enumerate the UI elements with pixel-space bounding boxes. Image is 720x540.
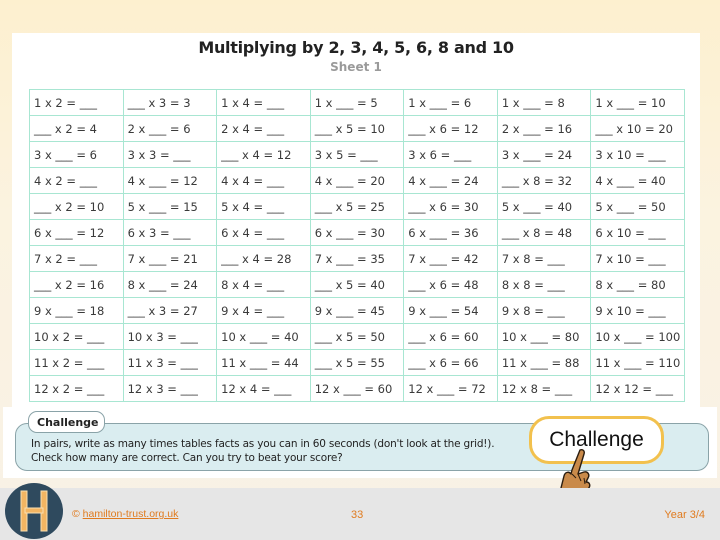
table-cell: 6 x 4 = ___ [217, 220, 311, 246]
table-cell: 12 x 4 = ___ [217, 376, 311, 402]
table-cell: 1 x 4 = ___ [217, 90, 311, 116]
challenge-tab-label: Challenge [28, 411, 105, 433]
table-cell: 6 x 3 = ___ [123, 220, 217, 246]
table-cell: 2 x ___ = 6 [123, 116, 217, 142]
table-cell: 5 x 4 = ___ [217, 194, 311, 220]
table-cell: 4 x ___ = 20 [310, 168, 404, 194]
copyright-notice [72, 508, 178, 520]
table-cell: 12 x ___ = 72 [404, 376, 498, 402]
table-cell: 7 x ___ = 21 [123, 246, 217, 272]
table-cell: 6 x ___ = 30 [310, 220, 404, 246]
challenge-line-1: In pairs, write as many times tables facts as you can in 60 seconds (don't look at the grid!). [31, 438, 495, 450]
challenge-button[interactable]: Challenge [529, 416, 664, 464]
table-cell: 4 x 4 = ___ [217, 168, 311, 194]
table-cell: 6 x 10 = ___ [591, 220, 685, 246]
table-cell: ___ x 10 = 20 [591, 116, 685, 142]
table-cell: ___ x 2 = 4 [30, 116, 124, 142]
times-table-grid [29, 89, 685, 402]
table-cell: 8 x 8 = ___ [497, 272, 591, 298]
table-cell: 3 x 6 = ___ [404, 142, 498, 168]
table-cell: 9 x 8 = ___ [497, 298, 591, 324]
table-cell: 5 x ___ = 15 [123, 194, 217, 220]
table-cell: 7 x 10 = ___ [591, 246, 685, 272]
table-cell: 3 x 10 = ___ [591, 142, 685, 168]
table-cell: 12 x 8 = ___ [497, 376, 591, 402]
table-cell: 1 x 2 = ___ [30, 90, 124, 116]
hamilton-trust-logo-icon [3, 481, 65, 540]
table-cell: ___ x 6 = 60 [404, 324, 498, 350]
table-cell: 7 x 8 = ___ [497, 246, 591, 272]
table-cell: ___ x 3 = 27 [123, 298, 217, 324]
table-row [30, 350, 685, 376]
table-cell: 10 x 3 = ___ [123, 324, 217, 350]
table-cell: 9 x 4 = ___ [217, 298, 311, 324]
table-cell: 12 x 2 = ___ [30, 376, 124, 402]
table-cell: 2 x 4 = ___ [217, 116, 311, 142]
table-cell: 11 x ___ = 44 [217, 350, 311, 376]
worksheet-title: Multiplying by 2, 3, 4, 5, 6, 8 and 10 [198, 38, 514, 57]
worksheet-subtitle: Sheet 1 [330, 60, 382, 74]
table-row [30, 142, 685, 168]
table-cell: 11 x ___ = 88 [497, 350, 591, 376]
table-cell: ___ x 5 = 50 [310, 324, 404, 350]
table-cell: 6 x ___ = 36 [404, 220, 498, 246]
table-row [30, 272, 685, 298]
table-cell: 12 x ___ = 60 [310, 376, 404, 402]
table-cell: 8 x 4 = ___ [217, 272, 311, 298]
table-row [30, 90, 685, 116]
table-cell: ___ x 2 = 16 [30, 272, 124, 298]
table-cell: 12 x 12 = ___ [591, 376, 685, 402]
table-cell: 3 x ___ = 24 [497, 142, 591, 168]
challenge-line-2: Check how many are correct. Can you try to beat your score? [31, 452, 343, 464]
table-cell: 1 x ___ = 6 [404, 90, 498, 116]
table-cell: 3 x 3 = ___ [123, 142, 217, 168]
table-cell: 5 x ___ = 40 [497, 194, 591, 220]
table-cell: 11 x 3 = ___ [123, 350, 217, 376]
table-row [30, 324, 685, 350]
table-cell: ___ x 6 = 66 [404, 350, 498, 376]
table-cell: 10 x ___ = 100 [591, 324, 685, 350]
table-cell: ___ x 6 = 48 [404, 272, 498, 298]
table-row [30, 298, 685, 324]
table-cell: ___ x 5 = 10 [310, 116, 404, 142]
table-cell: 11 x 2 = ___ [30, 350, 124, 376]
hamilton-trust-link[interactable]: hamilton-trust.org.uk [82, 508, 179, 520]
table-cell: 12 x 3 = ___ [123, 376, 217, 402]
table-cell: 5 x ___ = 50 [591, 194, 685, 220]
table-cell: 1 x ___ = 5 [310, 90, 404, 116]
table-row [30, 376, 685, 402]
table-cell: 4 x 2 = ___ [30, 168, 124, 194]
table-cell: 3 x ___ = 6 [30, 142, 124, 168]
table-cell: 9 x 10 = ___ [591, 298, 685, 324]
challenge-instructions [31, 437, 531, 465]
table-cell: 8 x ___ = 24 [123, 272, 217, 298]
table-row [30, 220, 685, 246]
table-cell: ___ x 5 = 55 [310, 350, 404, 376]
copyright-symbol: © [72, 508, 80, 520]
table-cell: 7 x ___ = 35 [310, 246, 404, 272]
table-cell: ___ x 8 = 32 [497, 168, 591, 194]
year-group-label: Year 3/4 [664, 509, 705, 521]
table-cell: 1 x ___ = 10 [591, 90, 685, 116]
table-cell: 10 x 2 = ___ [30, 324, 124, 350]
page-number: 33 [351, 509, 364, 521]
table-cell: 4 x ___ = 12 [123, 168, 217, 194]
table-cell: 9 x ___ = 18 [30, 298, 124, 324]
table-row [30, 194, 685, 220]
table-cell: 8 x ___ = 80 [591, 272, 685, 298]
table-cell: ___ x 5 = 40 [310, 272, 404, 298]
table-cell: 7 x ___ = 42 [404, 246, 498, 272]
table-row [30, 116, 685, 142]
table-cell: 10 x ___ = 80 [497, 324, 591, 350]
table-cell: 9 x ___ = 45 [310, 298, 404, 324]
table-cell: ___ x 4 = 12 [217, 142, 311, 168]
table-cell: ___ x 4 = 28 [217, 246, 311, 272]
table-cell: ___ x 3 = 3 [123, 90, 217, 116]
table-cell: ___ x 2 = 10 [30, 194, 124, 220]
table-cell: ___ x 8 = 48 [497, 220, 591, 246]
table-cell: 11 x ___ = 110 [591, 350, 685, 376]
table-cell: 6 x ___ = 12 [30, 220, 124, 246]
table-cell: 4 x ___ = 24 [404, 168, 498, 194]
table-cell: ___ x 5 = 25 [310, 194, 404, 220]
table-row [30, 246, 685, 272]
table-row [30, 168, 685, 194]
table-cell: 3 x 5 = ___ [310, 142, 404, 168]
table-cell: ___ x 6 = 30 [404, 194, 498, 220]
table-cell: 10 x ___ = 40 [217, 324, 311, 350]
table-cell: 7 x 2 = ___ [30, 246, 124, 272]
table-cell: 2 x ___ = 16 [497, 116, 591, 142]
table-cell: ___ x 6 = 12 [404, 116, 498, 142]
table-cell: 1 x ___ = 8 [497, 90, 591, 116]
table-cell: 9 x ___ = 54 [404, 298, 498, 324]
table-cell: 4 x ___ = 40 [591, 168, 685, 194]
